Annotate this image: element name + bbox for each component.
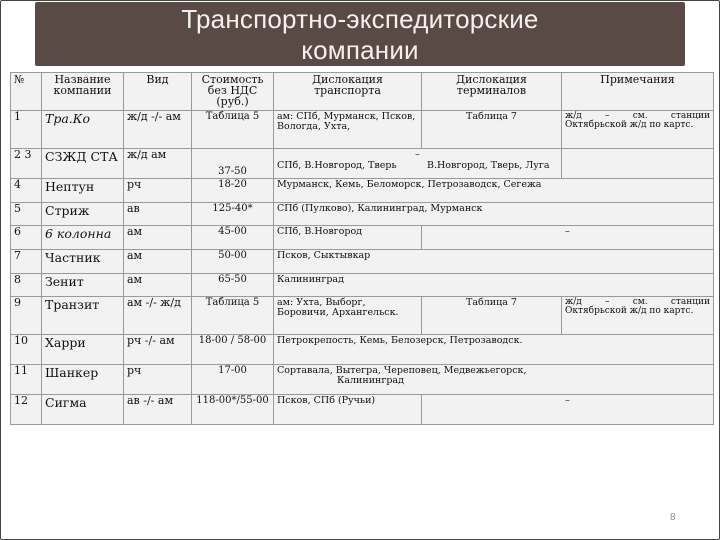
row-name: СЗЖД СТА [42,149,124,179]
row-num: 6 [11,226,42,250]
row-num: 12 [11,395,42,425]
row-locations: Мурманск, Кемь, Беломорск, Петрозаводск, Сегежа [274,179,714,203]
row-kind: ж/д -/- ам [124,111,192,149]
row-notes: ж/д – см. станции Октябрьской ж/д по картс. [562,297,714,335]
header-notes: Примечания [562,73,714,111]
row-cost: 45-00 [192,226,274,250]
table-row [11,250,714,274]
header-terminals: Дислокация терминалов [422,73,562,111]
row-locations-line-2: Калининград [337,375,404,387]
row-cost: Таблица 5 [192,297,274,335]
row-kind: ав -/- ам [124,395,192,425]
table-row [11,273,714,297]
table-row [11,395,714,425]
header-kind: Вид [124,73,192,111]
row-transport-terminals [274,149,562,179]
row-cost: 50-00 [192,250,274,274]
row-kind: рч -/- ам [124,335,192,365]
slide-title [60,4,660,66]
row-name: Харри [42,335,124,365]
table-row [11,179,714,203]
row-name: Транзит [42,297,124,335]
row-cost: 18-00 / 58-00 [192,335,274,365]
row-cost: 65-50 [192,273,274,297]
row-terminals: Таблица 7 [422,111,562,149]
row-name: Тра.Ко [42,111,124,149]
row-cost: 118-00*/55-00 [192,395,274,425]
row-kind: ам [124,226,192,250]
row-name: Сигма [42,395,124,425]
header-num: № [11,73,42,111]
row-cost: Таблица 5 [192,111,274,149]
row-transport: ам: СПб, Мурманск, Псков, Вологда, Ухта, [274,111,422,149]
page-number: 8 [670,512,676,523]
row-dash: – [415,149,420,161]
row-num: 4 [11,179,42,203]
row-num: 11 [11,365,42,395]
row-terminals: – [422,395,714,425]
row-kind: рч [124,365,192,395]
table-header-row [11,73,714,111]
row-num: 1 [11,111,42,149]
title-line-2: компании [301,35,419,65]
table-row [11,111,714,149]
row-locations-line-1: Сортавала, Вытегра, Череповец, Медвежьегорск, [277,365,527,377]
row-transport: ам: Ухта, Выборг, Боровичи, Архангельск. [274,297,422,335]
row-num: 10 [11,335,42,365]
row-cost: 18-20 [192,179,274,203]
companies-table [10,72,714,425]
row-cost: 125-40* [192,202,274,226]
row-num: 7 [11,250,42,274]
row-locations: СПб (Пулково), Калининград, Мурманск [274,202,714,226]
row-terminals: – [422,226,714,250]
row-num: 9 [11,297,42,335]
row-terminals: Таблица 7 [422,297,562,335]
table-row [11,149,714,179]
row-cost: 37-50 [192,149,274,179]
row-locations: Петрокрепость, Кемь, Белозерск, Петрозаводск. [274,335,714,365]
table-row [11,365,714,395]
row-name: Нептун [42,179,124,203]
table-row [11,202,714,226]
row-kind: ам [124,250,192,274]
row-kind: ам -/- ж/д [124,297,192,335]
title-line-1: Транспортно-экспедиторские [181,4,539,34]
row-name: Шанкер [42,365,124,395]
table-row [11,335,714,365]
row-notes: ж/д – см. станции Октябрьской ж/д по картс. [562,111,714,149]
row-name: 6 колонна [42,226,124,250]
row-notes-empty [562,149,714,179]
header-cost: Стоимость без НДС (руб.) [192,73,274,111]
row-terminals: В.Новгород, Тверь, Луга [427,160,550,172]
row-cost: 17-00 [192,365,274,395]
table-row [11,297,714,335]
row-transport: СПб, В.Новгород [274,226,422,250]
row-locations: Псков, Сыктывкар [274,250,714,274]
table-row [11,226,714,250]
row-name: Частник [42,250,124,274]
row-kind: ам [124,273,192,297]
row-name: Стриж [42,202,124,226]
row-num: 5 [11,202,42,226]
row-transport: СПб, В.Новгород, Тверь [277,160,397,172]
row-kind: рч [124,179,192,203]
header-name: Название компании [42,73,124,111]
row-num: 2 3 [11,149,42,179]
row-name: Зенит [42,273,124,297]
row-transport: Псков, СПб (Ручьи) [274,395,422,425]
row-locations [274,365,714,395]
row-kind: ав [124,202,192,226]
row-kind: ж/д ам [124,149,192,179]
row-locations: Калининград [274,273,714,297]
header-transport: Дислокация транспорта [274,73,422,111]
row-num: 8 [11,273,42,297]
